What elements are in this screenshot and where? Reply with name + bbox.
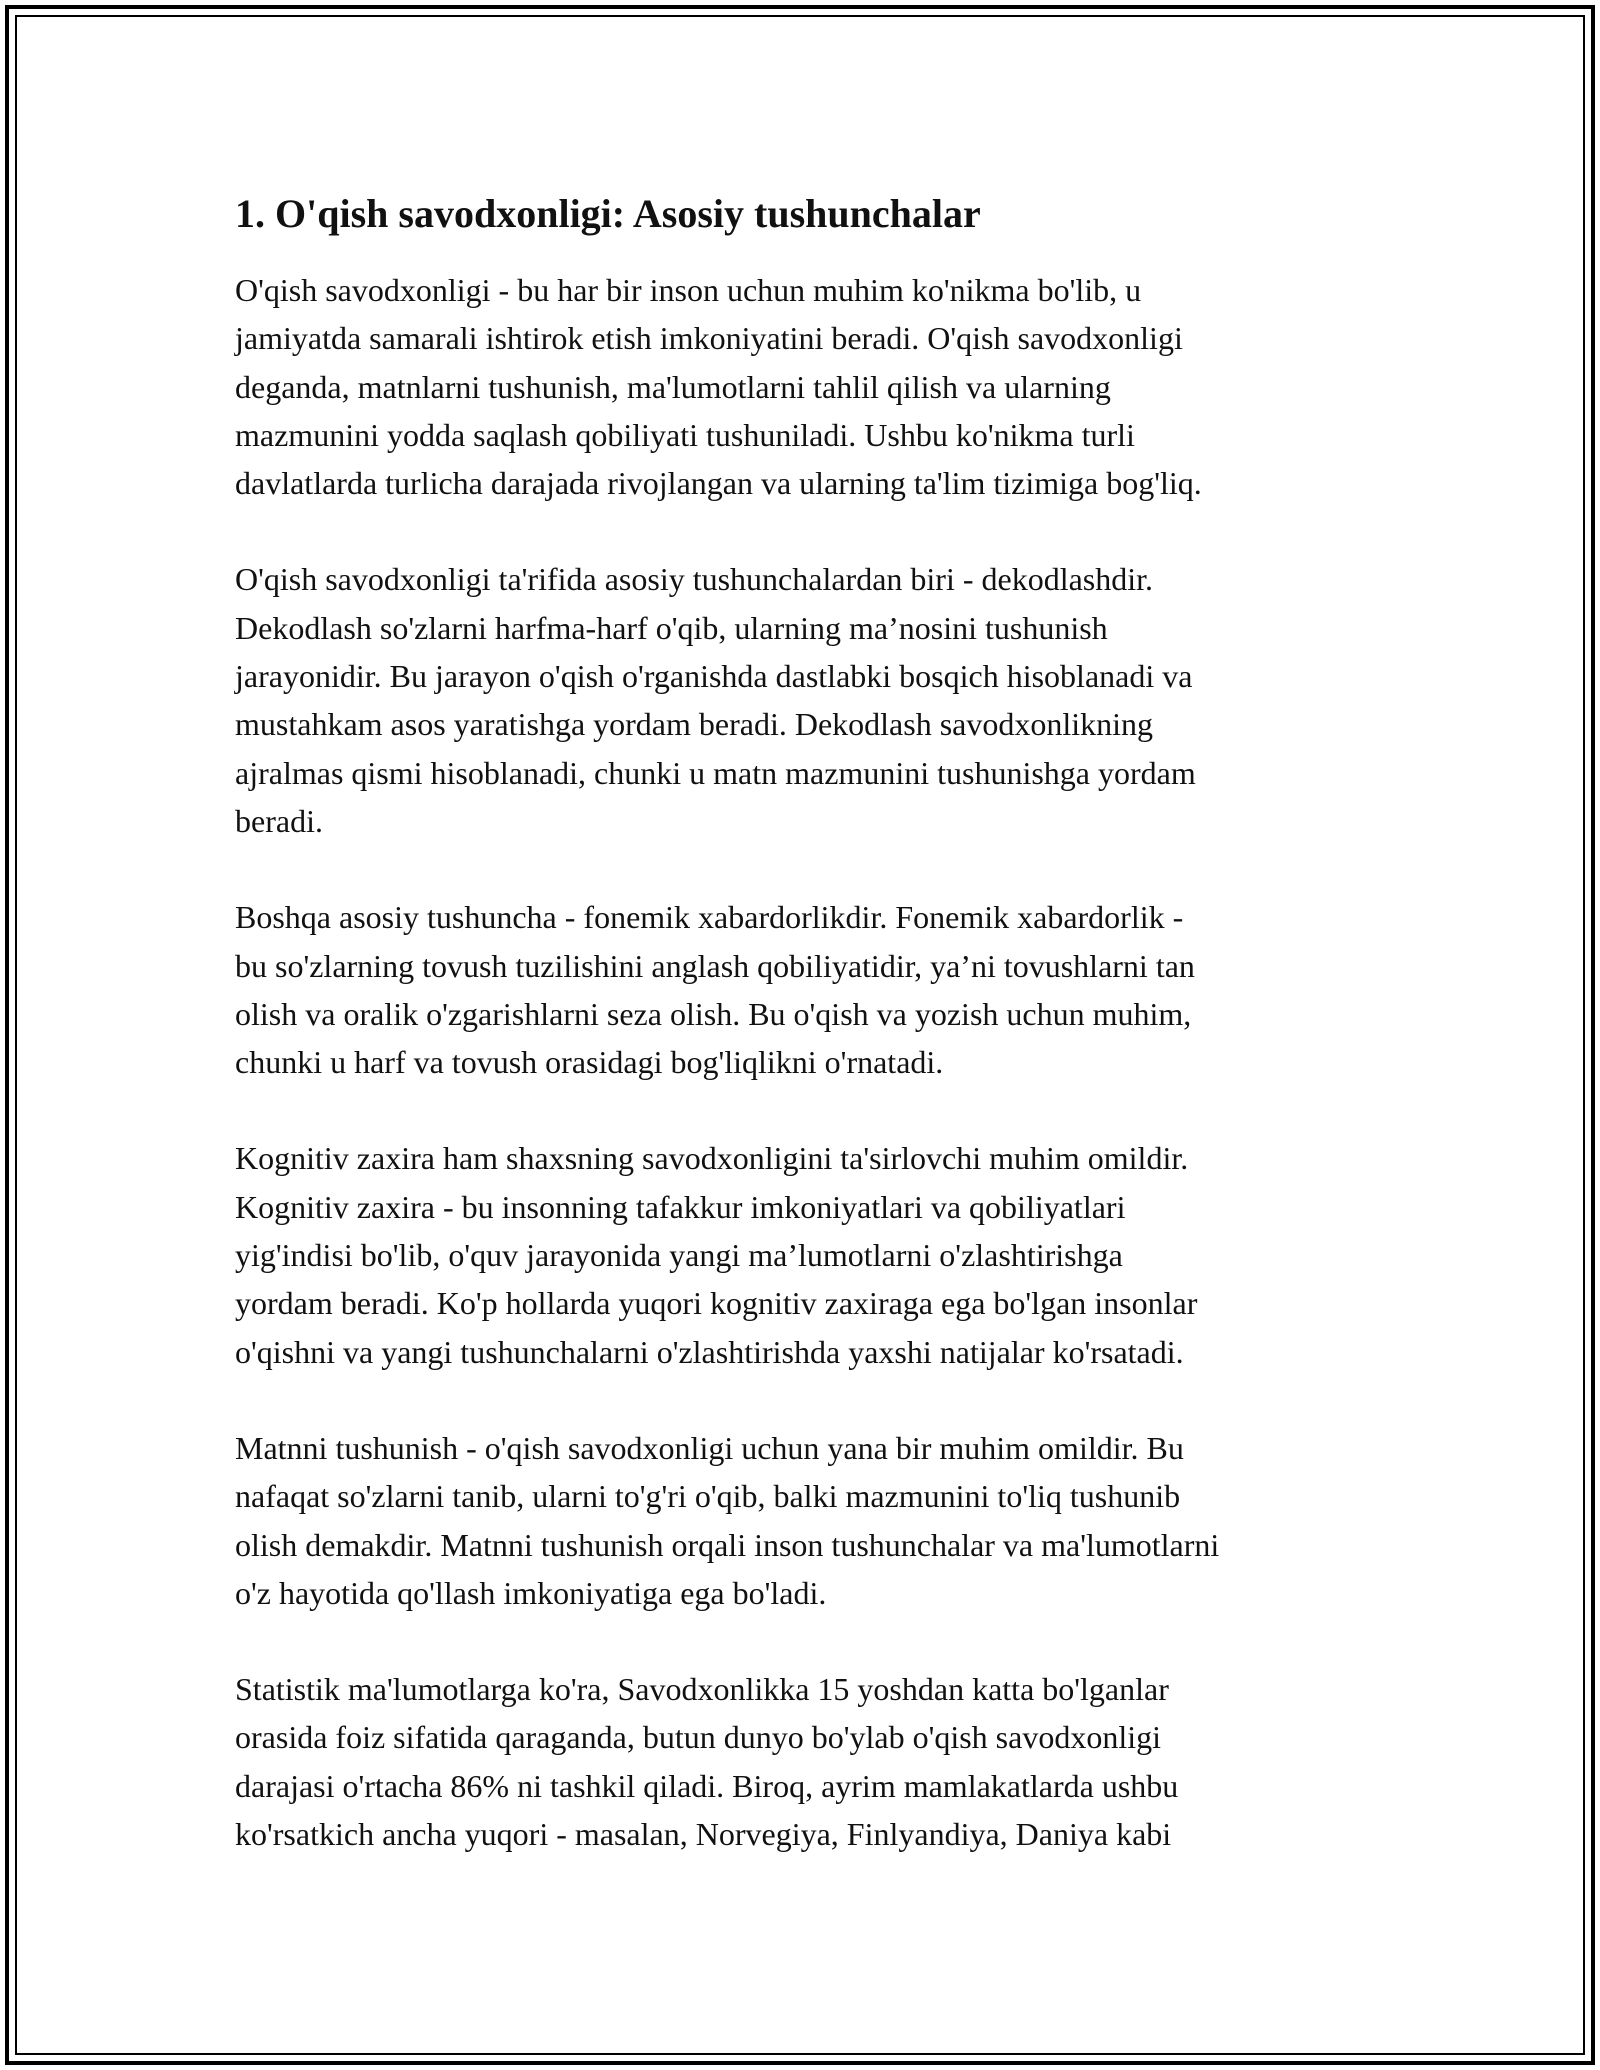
section-heading: 1. O'qish savodxonligi: Asosiy tushunchalar — [235, 191, 981, 236]
paragraph-literacy-intro: O'qish savodxonligi - bu har bir inson uchun muhim ko'nikma bo'lib, u jamiyatda samarali ishtirok etish imkoniyatini beradi. O'qish savodxonligi deganda, matnlarni tushunish, ma'lumotlarni tahlil qilish va ularning mazmunini yodda saqlash qobiliyati tushuniladi. Ushbu ko'nikma turli davlatlarda turlicha darajada rivojlangan va ularning ta'lim tizimiga bog'liq. — [235, 272, 1202, 502]
paragraph-statistics: Statistik ma'lumotlarga ko'ra, Savodxonlikka 15 yoshdan katta bo'lganlar orasida foiz sifatida qaraganda, butun dunyo bo'ylab o'qish savodxonligi darajasi o'rtacha 86% ni tashkil qiladi. Biroq, ayrim mamlakatlarda ushbu ko'rsatkich ancha yuqori - masalan, Norvegiya, Finlyandiya, Daniya kabi — [235, 1671, 1179, 1853]
document-body — [235, 186, 1375, 1858]
paragraph-text-comprehension: Matnni tushunish - o'qish savodxonligi uchun yana bir muhim omildir. Bu nafaqat so'zlarni tanib, ularni to'g'ri o'qib, balki mazmunini to'liq tushunib olish demakdir. Matnni tushunish orqali inson tushunchalar va ma'lumotlarni o'z hayotida qo'llash imkoniyatiga ega bo'ladi. — [235, 1429, 1220, 1611]
paragraph-cognitive-reserve: Kognitiv zaxira ham shaxsning savodxonligini ta'sirlovchi muhim omildir. Kognitiv zaxira - bu insonning tafakkur imkoniyatlari va qobiliyatlari yig'indisi bo'lib, o'quv jarayonida yangi ma’lumotlarni o'zlashtirishga yordam beradi. Ko'p hollarda yuqori kognitiv zaxiraga ega bo'lgan insonlar o'qishni va yangi tushunchalarni o'zlashtirishda yaxshi natijalar ko'rsatadi. — [235, 1140, 1198, 1370]
paragraph-phonemic-awareness: Boshqa asosiy tushuncha - fonemik xabardorlikdir. Fonemik xabardorlik - bu so'zlarning tovush tuzilishini anglash qobiliyatidir, ya’ni tovushlarni tan olish va oralik o'zgarishlarni seza olish. Bu o'qish va yozish uchun muhim, chunki u harf va tovush orasidagi bog'liqlikni o'rnatadi. — [235, 899, 1195, 1081]
paragraph-decoding: O'qish savodxonligi ta'rifida asosiy tushunchalardan biri - dekodlashdir. Dekodlash so'zlarni harfma-harf o'qib, ularning ma’nosini tushunish jarayonidir. Bu jarayon o'qish o'rganishda dastlabki bosqich hisoblanadi va mustahkam asos yaratishga yordam beradi. Dekodlash savodxonlikning ajralmas qismi hisoblanadi, chunki u matn mazmunini tushunishga yordam beradi. — [235, 561, 1196, 839]
